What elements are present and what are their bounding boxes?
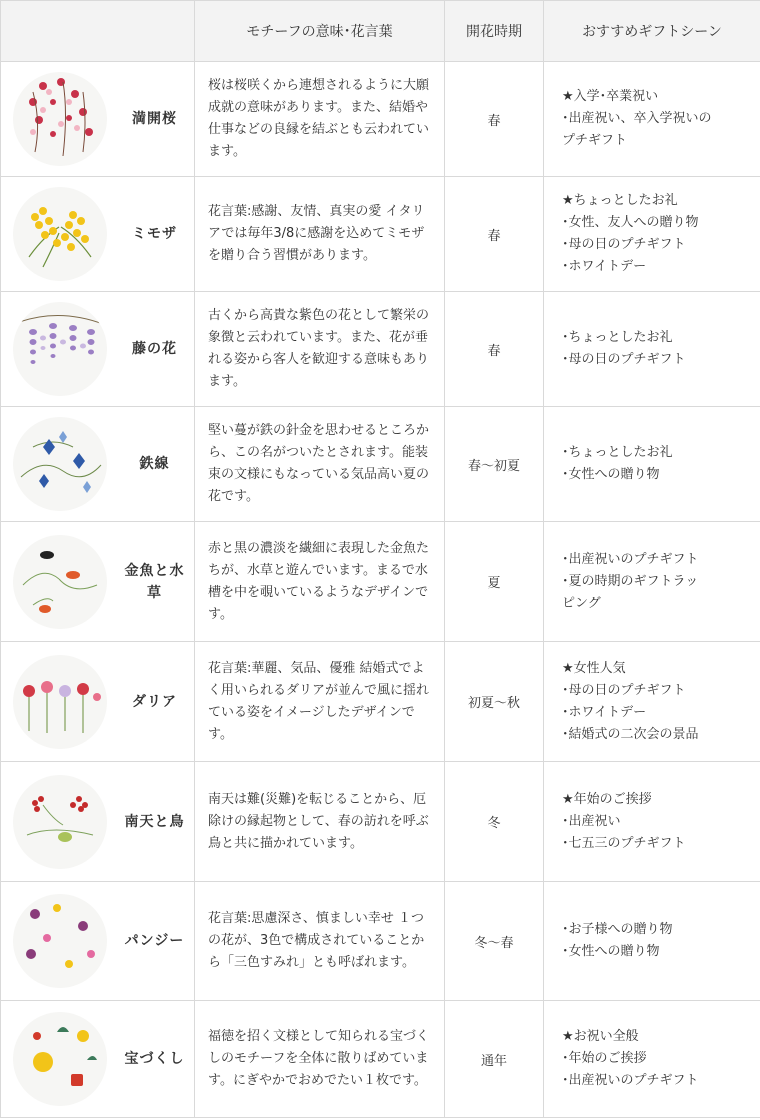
motif-description: 古くから高貴な紫色の花として繁栄の象徴と云われています。また、花が垂れる姿から客人を歓迎する意味もあります。 — [195, 292, 445, 407]
table-row — [1, 882, 760, 1001]
table-row — [1, 292, 760, 407]
gift-scene: ★女性人気 — [562, 660, 626, 676]
motif-description: 福徳を招く文様として知られる宝づくしのモチーフを全体に散りばめています。にぎやかでおめでたい１枚です。 — [195, 1001, 445, 1118]
motif-name: 南天と鳥 — [124, 813, 185, 830]
gift-scene: ピング — [562, 595, 601, 611]
table-row — [1, 1001, 760, 1118]
motif-description: 花言葉:華麗、気品、優雅 結婚式でよく用いられるダリアが並んで風に揺れている姿をイメージしたデザインです。 — [195, 642, 445, 762]
gift-scene: ･結婚式の二次会の景品 — [562, 726, 699, 742]
clematis-icon — [13, 417, 107, 511]
table-row — [1, 642, 760, 762]
treasures-icon — [13, 1012, 107, 1106]
gift-scenes — [544, 642, 760, 762]
gift-scenes — [544, 882, 760, 1001]
motif-cell — [1, 407, 195, 522]
gift-scenes — [544, 62, 760, 177]
gift-scene: ★入学･卒業祝い — [562, 89, 659, 104]
motif-name: 藤の花 — [132, 341, 177, 357]
gift-scene: プチギフト — [562, 133, 628, 148]
gift-scene: ･七五三のプチギフト — [562, 835, 686, 851]
gift-scenes — [544, 177, 760, 292]
motif-name: ダリア — [132, 693, 177, 710]
motif-cell — [1, 292, 195, 407]
bloom-season: 春〜初夏 — [445, 407, 544, 522]
gift-scene: ･女性への贈り物 — [562, 944, 660, 959]
bloom-season: 初夏〜秋 — [445, 642, 544, 762]
mimosa-icon — [13, 187, 107, 281]
table-row — [1, 62, 760, 177]
gift-scene: ･出産祝い、卒入学祝いの — [562, 111, 712, 126]
bloom-season: 冬 — [445, 762, 544, 882]
gift-scene: ･お子様への贈り物 — [562, 922, 673, 937]
gift-scene: ･ちょっとしたお礼 — [562, 445, 673, 460]
motif-cell — [1, 762, 195, 882]
table-row — [1, 522, 760, 642]
motif-name: 宝づくし — [124, 1051, 185, 1067]
motif-description: 桜は桜咲くから連想されるように大願成就の意味があります。また、結婚や仕事などの良縁を結ぶとも云われています。 — [195, 62, 445, 177]
gift-scene: ･ホワイトデー — [562, 704, 647, 720]
motif-description: 花言葉:感謝、友情、真実の愛 イタリアでは毎年3/8に感謝を込めてミモザを贈り合う習慣があります。 — [195, 177, 445, 292]
goldfish-icon — [13, 535, 107, 629]
motif-name: ミモザ — [132, 226, 177, 242]
table-row — [1, 762, 760, 882]
motif-cell — [1, 642, 195, 762]
motif-cell — [1, 62, 195, 177]
motif-name: 満開桜 — [132, 111, 177, 127]
table-row — [1, 407, 760, 522]
gift-scene: ･出産祝い — [562, 813, 621, 829]
dahlia-icon — [13, 655, 107, 749]
motif-name: 鉄線 — [139, 456, 170, 472]
cherry-blossom-icon — [13, 72, 107, 166]
gift-scenes — [544, 292, 760, 407]
gift-scene: ･出産祝いのプチギフト — [562, 1073, 699, 1088]
gift-scene: ･年始のご挨拶 — [562, 1051, 647, 1066]
motif-cell — [1, 177, 195, 292]
gift-scenes — [544, 522, 760, 642]
gift-scene: ･母の日のプチギフト — [562, 682, 686, 698]
gift-scene: ･ホワイトデー — [562, 259, 647, 274]
motif-name: パンジー — [124, 933, 185, 949]
gift-scene: ･母の日のプチギフト — [562, 352, 686, 367]
gift-scene: ★ちょっとしたお礼 — [562, 193, 678, 208]
nandina-bird-icon — [13, 775, 107, 869]
gift-scene: ★お祝い全般 — [562, 1029, 639, 1044]
header-gift: おすすめギフトシーン — [544, 1, 760, 62]
motif-description: 堅い蔓が鉄の針金を思わせるところから、この名がついたとされます。能装束の文様にもなっている気品高い夏の花です。 — [195, 407, 445, 522]
header-season: 開花時期 — [445, 1, 544, 62]
bloom-season: 夏 — [445, 522, 544, 642]
gift-scenes — [544, 1001, 760, 1118]
gift-scene: ･出産祝いのプチギフト — [562, 551, 699, 567]
bloom-season: 春 — [445, 177, 544, 292]
wisteria-icon — [13, 302, 107, 396]
gift-scene: ★年始のご挨拶 — [562, 791, 652, 807]
bloom-season: 冬〜春 — [445, 882, 544, 1001]
bloom-season: 春 — [445, 292, 544, 407]
gift-scene: ･女性、友人への贈り物 — [562, 215, 699, 230]
motif-name: 金魚と水草 — [124, 562, 185, 601]
bloom-season: 通年 — [445, 1001, 544, 1118]
bloom-season: 春 — [445, 62, 544, 177]
motif-description: 花言葉:思慮深さ、慎ましい幸せ １つの花が、3色で構成されていることから「三色すみれ」とも呼ばれます。 — [195, 882, 445, 1001]
motif-cell — [1, 522, 195, 642]
gift-scene: ･ちょっとしたお礼 — [562, 330, 673, 345]
motif-description: 南天は難(災難)を転じることから、厄除けの縁起物として、春の訪れを呼ぶ鳥と共に描かれています。 — [195, 762, 445, 882]
header-row — [1, 1, 760, 62]
header-motif — [1, 1, 195, 62]
gift-scenes — [544, 407, 760, 522]
gift-scene: ･夏の時期のギフトラッ — [562, 573, 699, 589]
motif-cell — [1, 882, 195, 1001]
motif-description: 赤と黒の濃淡を繊細に表現した金魚たちが、水草と遊んでいます。まるで水槽を中を覗いているようなデザインです。 — [195, 522, 445, 642]
gift-scene: ･母の日のプチギフト — [562, 237, 686, 252]
gift-scenes — [544, 762, 760, 882]
table-row — [1, 177, 760, 292]
gift-scene: ･女性への贈り物 — [562, 467, 660, 482]
header-meaning: モチーフの意味･花言葉 — [195, 1, 445, 62]
motif-cell — [1, 1001, 195, 1118]
pansy-icon — [13, 894, 107, 988]
